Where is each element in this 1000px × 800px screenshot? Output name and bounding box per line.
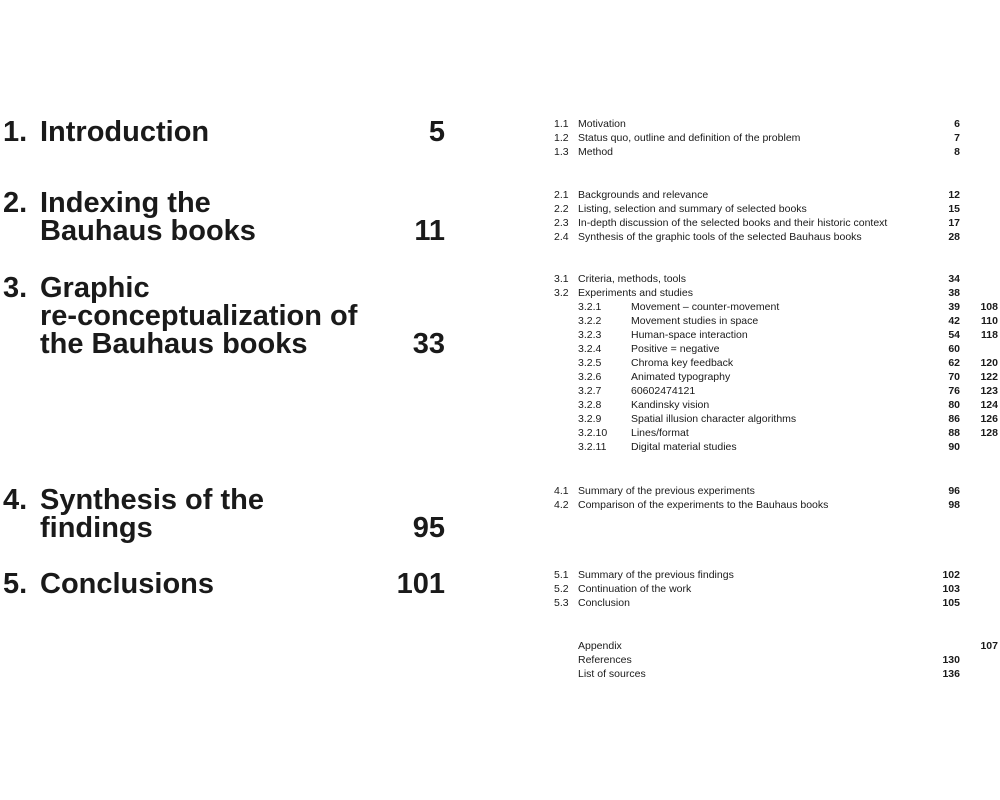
section-secondary-page-number: 118 xyxy=(981,329,998,341)
section-title: In-depth discussion of the selected books and their historic context xyxy=(578,217,888,229)
section-secondary-page-number: 110 xyxy=(981,315,998,327)
section-page-number: 90 xyxy=(948,441,960,453)
section-title: Criteria, methods, tools xyxy=(578,273,686,285)
section-title: Appendix xyxy=(578,640,622,652)
chapter-title-line: Bauhaus books xyxy=(40,215,256,247)
section-page-number: 39 xyxy=(948,301,960,313)
section-title: Digital material studies xyxy=(631,441,737,453)
section-secondary-page-number: 120 xyxy=(980,357,998,369)
section-title: Conclusion xyxy=(578,597,630,609)
section-title: List of sources xyxy=(578,668,646,680)
chapter-page-number: 11 xyxy=(414,215,445,247)
section-page-number: 8 xyxy=(954,146,960,158)
section-title: Motivation xyxy=(578,118,626,130)
section-secondary-page-number: 124 xyxy=(980,399,998,411)
chapter-number: 3. xyxy=(3,272,28,304)
section-number: 2.3 xyxy=(554,217,569,229)
chapter-title-line: findings xyxy=(40,512,153,544)
section-page-number: 6 xyxy=(954,118,960,130)
section-title: Status quo, outline and definition of the problem xyxy=(578,132,801,144)
section-title: Movement studies in space xyxy=(631,315,759,327)
section-title: Method xyxy=(578,146,614,158)
section-number: 3.2.1 xyxy=(578,301,602,313)
section-number: 3.2.2 xyxy=(578,315,602,327)
section-title: Human-space interaction xyxy=(631,329,748,341)
chapter-title-line: re-conceptualization of xyxy=(40,300,358,332)
section-number: 3.1 xyxy=(554,273,569,285)
section-number: 5.1 xyxy=(554,569,569,581)
section-number: 3.2.5 xyxy=(578,357,602,369)
chapter-title-line: Conclusions xyxy=(40,568,215,600)
section-page-number: 103 xyxy=(942,583,960,595)
section-secondary-page-number: 107 xyxy=(980,640,998,652)
section-page-number: 98 xyxy=(948,499,960,511)
section-number: 3.2.7 xyxy=(578,385,602,397)
section-title: Experiments and studies xyxy=(578,287,693,299)
chapter-heading-4[interactable] xyxy=(3,486,445,542)
chapter-title-line: Synthesis of the xyxy=(40,484,264,516)
section-secondary-page-number: 108 xyxy=(980,301,998,313)
section-number: 5.3 xyxy=(554,597,569,609)
section-title: Listing, selection and summary of selected books xyxy=(578,203,807,215)
section-title: Continuation of the work xyxy=(578,583,692,595)
section-number: 3.2.10 xyxy=(578,427,608,439)
section-page-number: 86 xyxy=(948,413,960,425)
section-title: Comparison of the experiments to the Bauhaus books xyxy=(578,499,829,511)
section-number: 3.2.8 xyxy=(578,399,602,411)
section-number: 2.1 xyxy=(554,189,569,201)
chapter-title-line: Indexing the xyxy=(40,187,211,219)
section-page-number: 17 xyxy=(948,217,960,229)
section-title: Synthesis of the graphic tools of the selected Bauhaus books xyxy=(578,231,862,243)
section-page-number: 60 xyxy=(948,343,960,355)
section-title: 60602474121 xyxy=(631,385,696,397)
section-number: 3.2.11 xyxy=(578,441,607,453)
section-page-number: 70 xyxy=(948,371,960,383)
section-secondary-page-number: 123 xyxy=(980,385,998,397)
chapter-heading-3[interactable] xyxy=(3,274,445,358)
section-page-number: 38 xyxy=(948,287,960,299)
section-number: 3.2.4 xyxy=(578,343,602,355)
section-number: 5.2 xyxy=(554,583,569,595)
section-title: Chroma key feedback xyxy=(631,357,734,369)
chapter-number: 1. xyxy=(3,116,28,148)
chapter-page-number: 101 xyxy=(396,568,445,600)
section-page-number: 130 xyxy=(942,654,960,666)
section-secondary-page-number: 128 xyxy=(980,427,998,439)
chapter-heading-2[interactable] xyxy=(3,189,445,245)
chapter-number: 4. xyxy=(3,484,28,516)
chapter-title-line: Introduction xyxy=(40,116,210,148)
chapter-title-line: the Bauhaus books xyxy=(40,328,308,360)
section-secondary-page-number: 126 xyxy=(980,413,998,425)
section-number: 2.2 xyxy=(554,203,569,215)
section-page-number: 136 xyxy=(942,668,960,680)
section-title: Movement – counter-movement xyxy=(631,301,780,313)
section-number: 1.3 xyxy=(554,146,569,158)
section-title: Spatial illusion character algorithms xyxy=(631,413,797,425)
section-number: 1.2 xyxy=(554,132,569,144)
section-number: 1.1 xyxy=(554,118,569,130)
section-title: Lines/format xyxy=(631,427,689,439)
section-page-number: 12 xyxy=(948,189,960,201)
section-page-number: 96 xyxy=(948,485,960,497)
section-number: 3.2.9 xyxy=(578,413,602,425)
chapter-page-number: 5 xyxy=(428,116,445,148)
section-title: Kandinsky vision xyxy=(631,399,710,411)
section-page-number: 28 xyxy=(948,231,960,243)
section-title: Animated typography xyxy=(631,371,731,383)
section-number: 3.2 xyxy=(554,287,569,299)
chapter-heading-5[interactable] xyxy=(3,570,445,598)
section-title: References xyxy=(578,654,632,666)
chapter-title-line: Graphic xyxy=(40,272,150,304)
chapter-number: 2. xyxy=(3,187,28,219)
section-number: 3.2.6 xyxy=(578,371,602,383)
section-page-number: 80 xyxy=(948,399,960,411)
section-page-number: 76 xyxy=(948,385,960,397)
section-number: 3.2.3 xyxy=(578,329,602,341)
chapter-heading-1[interactable] xyxy=(3,118,445,146)
chapter-page-number: 95 xyxy=(412,512,445,544)
section-page-number: 62 xyxy=(948,357,960,369)
chapter-number: 5. xyxy=(3,568,28,600)
chapter-page-number: 33 xyxy=(412,328,445,360)
section-page-number: 102 xyxy=(942,569,960,581)
section-page-number: 105 xyxy=(942,597,960,609)
section-title: Positive = negative xyxy=(631,343,720,355)
section-title: Backgrounds and relevance xyxy=(578,189,709,201)
section-page-number: 7 xyxy=(954,132,960,144)
section-page-number: 15 xyxy=(948,203,960,215)
section-title: Summary of the previous experiments xyxy=(578,485,755,497)
section-page-number: 42 xyxy=(948,315,960,327)
section-number: 2.4 xyxy=(554,231,569,243)
section-page-number: 88 xyxy=(948,427,960,439)
section-page-number: 54 xyxy=(948,329,960,341)
section-title: Summary of the previous findings xyxy=(578,569,734,581)
section-number: 4.2 xyxy=(554,499,569,511)
section-number: 4.1 xyxy=(554,485,569,497)
section-secondary-page-number: 122 xyxy=(980,371,998,383)
section-page-number: 34 xyxy=(948,273,960,285)
